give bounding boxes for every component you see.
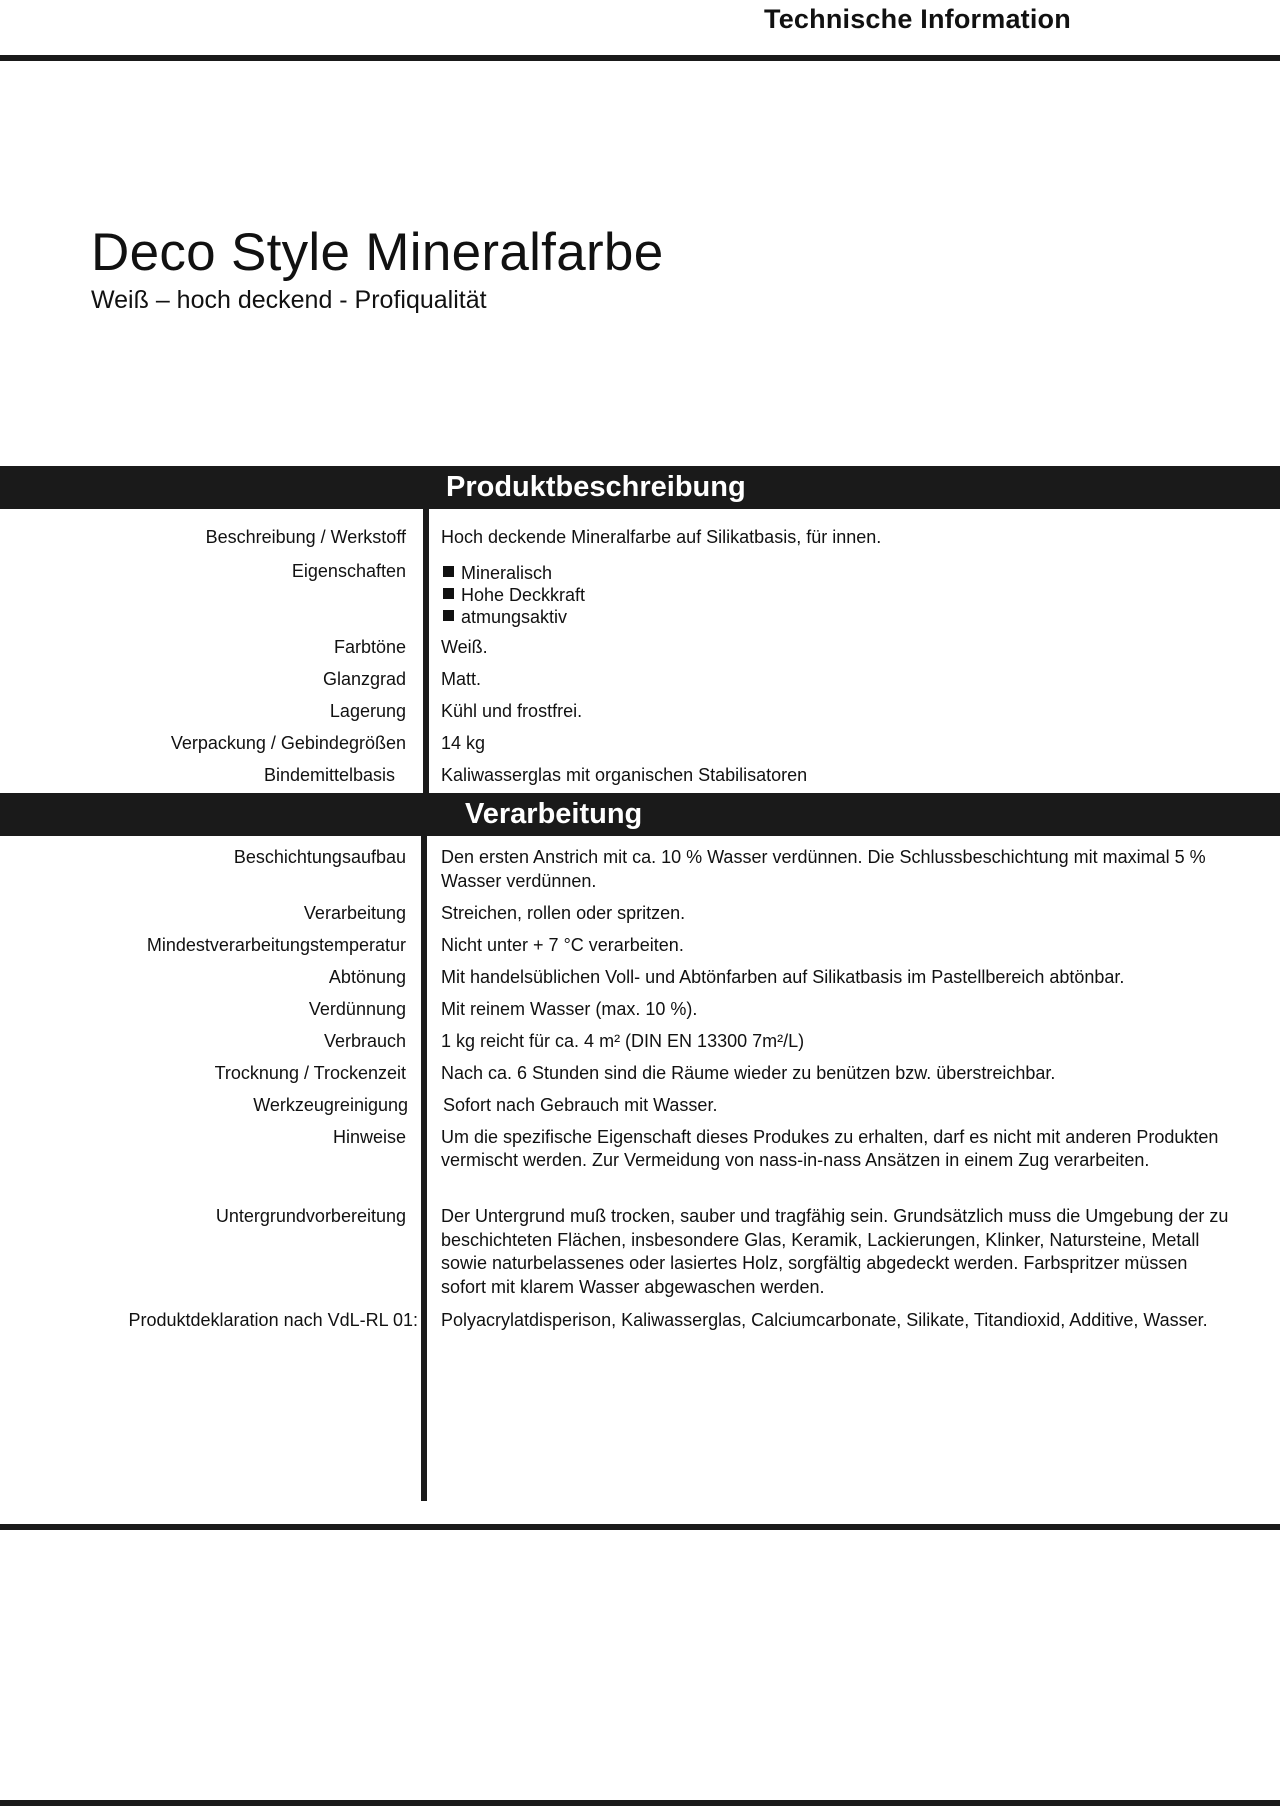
row-abtoenung — [0, 966, 1280, 990]
footer-rule — [0, 1524, 1280, 1530]
row-lagerung — [0, 700, 1280, 724]
bullet-item: Hohe Deckkraft — [441, 584, 1231, 606]
bullet-item: Mineralisch — [441, 562, 1231, 584]
row-label: Verarbeitung — [303, 902, 406, 923]
row-verpackung — [0, 732, 1280, 756]
row-farbtoene — [0, 636, 1280, 660]
row-label: Farbtöne — [333, 636, 406, 657]
row-glanzgrad — [0, 668, 1280, 692]
row-label: Verdünnung — [308, 998, 406, 1019]
row-produktdeklaration — [0, 1309, 1280, 1356]
row-label: Werkzeugreinigung — [253, 1094, 408, 1115]
section-produktbeschreibung — [0, 526, 1280, 796]
row-label: Hinweise — [332, 1126, 406, 1147]
row-bindemittelbasis — [0, 764, 1280, 788]
section-verarbeitung — [0, 846, 1280, 1364]
row-value — [441, 562, 1231, 628]
row-beschichtungsaufbau — [0, 846, 1280, 893]
section-bar-verarbeitung — [0, 793, 1280, 836]
row-hinweise — [0, 1126, 1280, 1197]
row-value: Nicht unter + 7 °C verarbeiten. — [441, 934, 684, 955]
row-label: Verpackung / Gebindegrößen — [170, 732, 406, 753]
header-title: Technische Information — [764, 4, 1071, 34]
section-heading: Produktbeschreibung — [446, 471, 746, 503]
row-label: Untergrundvorbereitung — [215, 1206, 406, 1226]
bottom-rule — [0, 1800, 1280, 1806]
row-label: Glanzgrad — [322, 668, 406, 689]
row-value: Sofort nach Gebrauch mit Wasser. — [443, 1094, 718, 1115]
row-value: Kaliwasserglas mit organischen Stabilisatoren — [441, 764, 808, 785]
row-value: Streichen, rollen oder spritzen. — [441, 902, 686, 923]
row-value: Mit handelsüblichen Voll- und Abtönfarben auf Silikatbasis im Pastellbereich abtönbar. — [441, 966, 1125, 987]
row-verbrauch — [0, 1030, 1280, 1054]
row-value: 14 kg — [441, 732, 486, 753]
top-rule — [0, 55, 1280, 61]
row-value: Matt. — [441, 668, 482, 689]
section-heading: Verarbeitung — [465, 798, 643, 830]
row-verarbeitung — [0, 902, 1280, 926]
row-value: Der Untergrund muß trocken, sauber und tragfähig sein. Grundsätzlich muss die Umgebung der zu beschichteten Flächen, insbesondere Glas, Keramik, Lackierungen, Klinker, Natursteine, Metall sowie naturbelassenes oder lasiertes Holz, sorgfältig abgedeckt werden. Farbspritzer müssen sofort mit klarem Wasser abgewaschen werden. — [441, 1206, 1229, 1297]
bullet-list — [441, 562, 1231, 628]
row-value: Nach ca. 6 Stunden sind die Räume wieder zu benützen bzw. überstreichbar. — [441, 1062, 1056, 1083]
row-label: Trocknung / Trockenzeit — [214, 1062, 406, 1083]
row-value: Polyacrylatdisperison, Kaliwasserglas, Calciumcarbonate, Silikate, Titandioxid, Additive, Wasser. — [441, 1309, 1208, 1330]
row-trocknung — [0, 1062, 1280, 1086]
row-verduennung — [0, 998, 1280, 1022]
row-beschreibung — [0, 526, 1280, 550]
row-werkzeugreinigung — [0, 1094, 1280, 1118]
product-title: Deco Style Mineralfarbe — [91, 223, 664, 282]
row-label: Verbrauch — [323, 1030, 406, 1051]
product-subtitle: Weiß – hoch deckend - Profiqualität — [91, 286, 487, 314]
row-label: Mindestverarbeitungstemperatur — [146, 934, 406, 955]
section-bar-produktbeschreibung — [0, 466, 1280, 509]
row-value: Mit reinem Wasser (max. 10 %). — [441, 998, 698, 1019]
row-eigenschaften — [0, 558, 1280, 627]
row-label: Produktdeklaration nach VdL-RL 01: — [128, 1309, 418, 1330]
row-label: Abtönung — [328, 966, 406, 987]
row-label: Eigenschaften — [291, 561, 406, 581]
row-label: Beschichtungsaufbau — [233, 847, 406, 867]
row-value: Um die spezifische Eigenschaft dieses Produkes zu erhalten, darf es nicht mit anderen Produkten vermischt werden. Zur Vermeidung von nass-in-nass Ansätzen in einem Zug verarbeiten. — [441, 1126, 1219, 1170]
row-untergrundvorbereitung — [0, 1205, 1280, 1300]
row-value: Hoch deckende Mineralfarbe auf Silikatbasis, für innen. — [441, 527, 882, 547]
row-value: Den ersten Anstrich mit ca. 10 % Wasser verdünnen. Die Schlussbeschichtung mit maximal 5 % Wasser verdünnen. — [441, 847, 1206, 891]
row-label: Beschreibung / Werkstoff — [205, 527, 406, 547]
row-value: Weiß. — [441, 636, 488, 657]
row-value: Kühl und frostfrei. — [441, 700, 583, 721]
row-label: Lagerung — [329, 700, 406, 721]
bullet-item: atmungsaktiv — [441, 606, 1231, 628]
row-mindesttemperatur — [0, 934, 1280, 958]
row-label: Bindemittelbasis — [263, 764, 395, 785]
row-value: 1 kg reicht für ca. 4 m² (DIN EN 13300 7m²/L) — [441, 1030, 805, 1051]
